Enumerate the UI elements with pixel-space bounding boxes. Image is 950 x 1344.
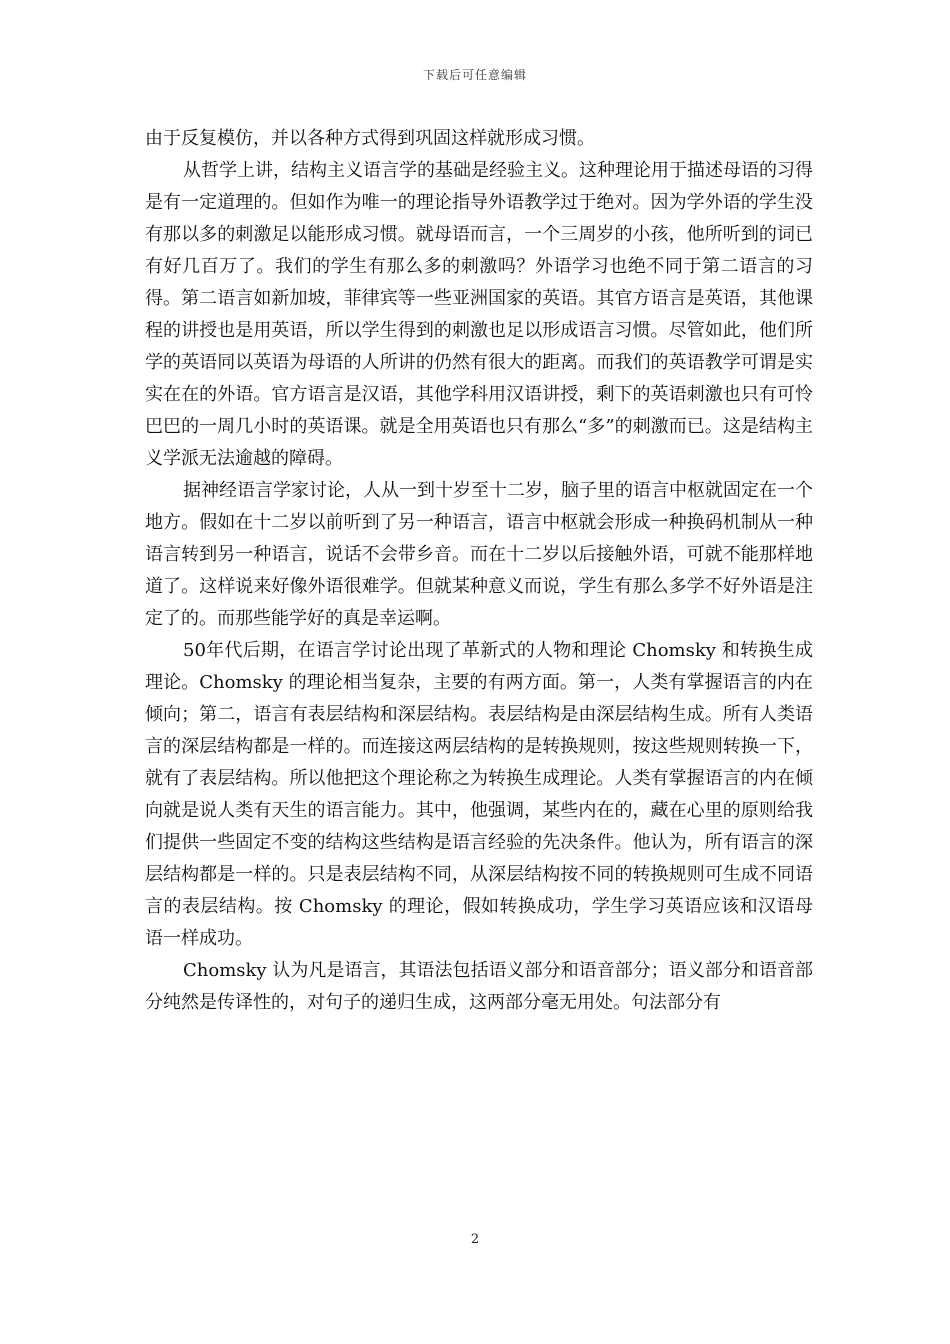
paragraph: 50年代后期，在语言学讨论出现了革新式的人物和理论 Chomsky 和转换生成理论。Chomsky 的理论相当复杂，主要的有两方面。第一，人类有掌握语言的内在倾向；第二，语言有表层结构和深层结构。表层结构是由深层结构生成。所有人类语言的深层结构都是一样的。而连接这两层结构的是转换规则，按这些规则转换一下，就有了表层结构。所以他把这个理论称之为转换生成理论。人类有掌握语言的内在倾向就是说人类有天生的语言能力。其中，他强调，某些内在的，藏在心里的原则给我们提供一些固定不变的结构这些结构是语言经验的先决条件。他认为，所有语言的深层结构都是一样的。只是表层结构不同，从深层结构按不同的转换规则可生成不同语言的表层结构。按 Chomsky 的理论，假如转换成功，学生学习英语应该和汉语母语一样成功。 — [145, 640, 813, 949]
page-number: 2 — [470, 1232, 480, 1247]
paragraph: Chomsky 认为凡是语言，其语法包括语义部分和语音部分；语义部分和语音部分纯然是传译性的，对句子的递归生成，这两部分毫无用处。句法部分有 — [145, 960, 813, 1013]
paragraph-continuation: 由于反复模仿，并以各种方式得到巩固这样就形成习惯。 — [145, 128, 595, 149]
body-text — [145, 123, 813, 1019]
page-header: 下载后可任意编辑 — [422, 68, 527, 82]
paragraph: 据神经语言学家讨论，人从一到十岁至十二岁，脑子里的语言中枢就固定在一个地方。假如在十二岁以前听到了另一种语言，语言中枢就会形成一种换码机制从一种语言转到另一种语言，说话不会带乡音。而在十二岁以后接触外语，可就不能那样地道了。这样说来好像外语很难学。但就某种意义而说，学生有那么多学不好外语是注定了的。而那些能学好的真是幸运啊。 — [145, 480, 813, 629]
paragraph: 从哲学上讲，结构主义语言学的基础是经验主义。这种理论用于描述母语的习得是有一定道理的。但如作为唯一的理论指导外语教学过于绝对。因为学外语的学生没有那以多的刺激足以能形成习惯。就母语而言，一个三周岁的小孩，他所听到的词已有好几百万了。我们的学生有那么多的刺激吗？外语学习也绝不同于第二语言的习得。第二语言如新加坡，菲律宾等一些亚洲国家的英语。其官方语言是英语，其他课程的讲授也是用英语，所以学生得到的刺激也足以形成语言习惯。尽管如此，他们所学的英语同以英语为母语的人所讲的仍然有很大的距离。而我们的英语教学可谓是实实在在的外语。官方语言是汉语，其他学科用汉语讲授，剩下的英语刺激也只有可怜巴巴的一周几小时的英语课。就是全用英语也只有那么“多”的刺激而已。这是结构主义学派无法逾越的障碍。 — [145, 160, 813, 469]
